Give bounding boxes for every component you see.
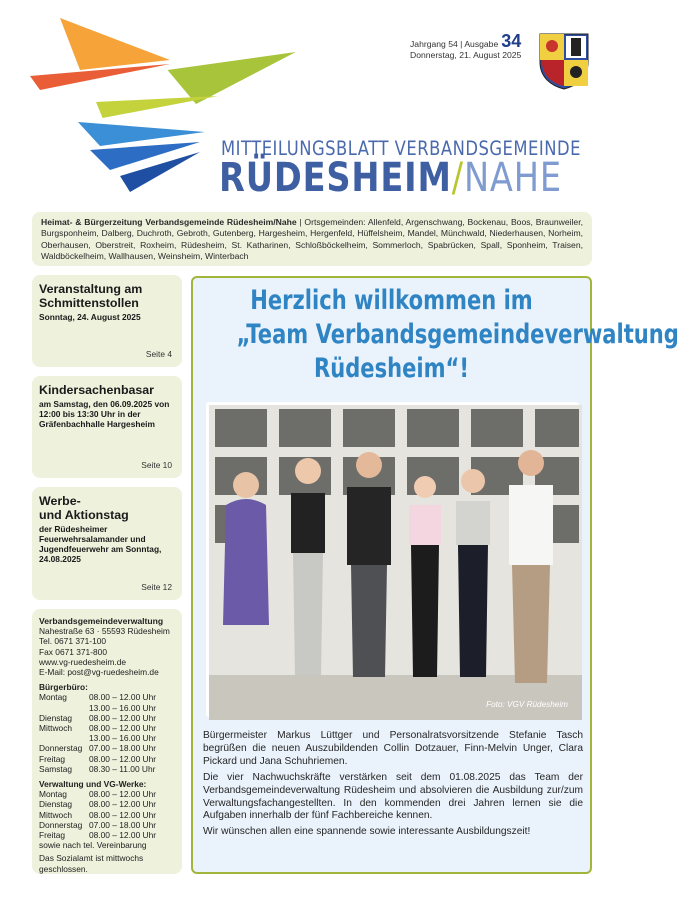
contact-tel: Tel. 0671 371-100 xyxy=(39,636,107,647)
teaser-detail: Sonntag, 24. August 2025 xyxy=(39,312,141,322)
hours-time: 13.00 – 16.00 Uhr xyxy=(89,733,157,744)
masthead-slash: / xyxy=(451,155,464,201)
hours-day: Freitag xyxy=(39,830,66,841)
social-office-note: Das Sozialamt ist mittwochs geschlossen. xyxy=(39,853,144,874)
hours-row xyxy=(39,703,175,713)
hours-day: Mittwoch xyxy=(39,723,73,734)
hours-row xyxy=(39,764,175,774)
teaser-kindersachenbasar[interactable] xyxy=(32,376,182,478)
coat-of-arms-icon xyxy=(538,32,590,90)
contact-box xyxy=(32,609,182,874)
issue-number: 34 xyxy=(501,31,522,51)
hours-time: 08.00 – 12.00 Uhr xyxy=(89,799,157,810)
hours-day: Donnerstag xyxy=(39,743,83,754)
headline-line1: Herzlich willkommen im xyxy=(250,285,533,316)
hours-day: Samstag xyxy=(39,763,73,774)
main-article xyxy=(191,276,679,874)
hours-time: 08.00 – 12.00 Uhr xyxy=(89,753,157,764)
hours-time: 08.00 – 12.00 Uhr xyxy=(89,830,157,841)
hours-row xyxy=(39,830,175,840)
teaser-page: Seite 12 xyxy=(141,582,172,592)
hours-day: Montag xyxy=(39,789,67,800)
office-hours-list xyxy=(39,692,175,774)
teaser-title-line2: und Aktionstag xyxy=(39,508,129,522)
masthead-title-part1: RÜDESHEIM xyxy=(219,155,452,201)
hours-row xyxy=(39,743,175,753)
hours-time: 08.30 – 11.00 Uhr xyxy=(89,763,156,774)
issue-volume: Jahrgang 54 | Ausgabe xyxy=(410,39,499,49)
hours-day: Montag xyxy=(39,692,67,703)
hours-day: Freitag xyxy=(39,753,66,764)
contact-fax: Fax 0671 371-800 xyxy=(39,646,107,657)
masthead-title-part2: NAHE xyxy=(463,155,562,201)
article-paragraph-2: Die vier Nachwuchskräfte verstärken seit dem 01.08.2025 das Team der Verbandsgemeindeverwaltung Rüdesheim und absolvieren die Ausbildung zur/zum Verwaltungsfachangestellten. In den kommenden drei Jahren lernen sie die Aufgaben innerhalb der fünf Fachbereiche kennen. xyxy=(203,771,583,822)
team-photo xyxy=(206,402,579,717)
hours-row xyxy=(39,810,175,820)
hours-row xyxy=(39,733,175,743)
teaser-title-line1: Werbe- xyxy=(39,494,81,508)
article-paragraph-3: Wir wünschen allen eine spannende sowie interessante Ausbildungszeit! xyxy=(203,826,531,838)
contact-heading: Verbandsgemeindeverwaltung xyxy=(39,616,164,626)
hours-day xyxy=(39,703,89,713)
teaser-title: Veranstaltung am Schmittenstollen xyxy=(39,282,143,310)
hours-time: 07.00 – 18.00 Uhr xyxy=(89,743,157,754)
towns-banner xyxy=(32,212,592,266)
headline-line2: „Team Verbandsgemeindeverwaltung xyxy=(236,319,679,350)
contact-web[interactable]: www.vg-ruedesheim.de xyxy=(39,656,127,667)
vg-logo xyxy=(30,18,220,196)
teaser-detail: der Rüdesheimer Feuerwehrsalamander und Jugendfeuerwehr am Sonntag, 24.08.2025 xyxy=(39,524,162,564)
hours-time: 08.00 – 12.00 Uhr xyxy=(89,723,157,734)
hours-row xyxy=(39,820,175,830)
towns-lead: Heimat- & Bürgerzeitung Verbandsgemeinde Rüdesheim/Nahe xyxy=(41,217,297,227)
hours-row xyxy=(39,692,175,702)
team-photo-illustration xyxy=(209,405,582,720)
hours-row xyxy=(39,754,175,764)
teaser-schmittenstollen[interactable] xyxy=(32,275,182,367)
teaser-detail: am Samstag, den 06.09.2025 von 12:00 bis 13:30 Uhr in der Gräfenbachhalle Hargesheim xyxy=(39,399,170,429)
masthead-subtitle: MITTEILUNGSBLATT VERBANDSGEMEINDE xyxy=(221,137,581,160)
hours-time: 08.00 – 12.00 Uhr xyxy=(89,789,157,800)
towns-list: | Ortsgemeinden: Allenfeld, Argenschwang, Bockenau, Boos, Braunweiler, Burgsponheim, Dalberg, Duchroth, Gebroth, Gutenberg, Hargesheim, Hergenfeld, Hüffelsheim, Mandel, Münchwald, Niederhausen, Norheim, Oberhausen, Oberstreit, Roxheim, Rüdesheim, St. Katharinen, Schloßböckelheim, Sommerloch, Spabrücken, Spall, Sponheim, Traisen, Waldböckelheim, Wallhausen, Weinsheim, Winterbach xyxy=(41,217,583,262)
hours-day: Dienstag xyxy=(39,799,73,810)
hours-time: 08.00 – 12.00 Uhr xyxy=(89,692,157,703)
hours-row xyxy=(39,789,175,799)
appointment-note: sowie nach tel. Vereinbarung xyxy=(39,840,147,851)
masthead-title xyxy=(219,155,562,201)
photo-credit: Foto: VGV Rüdesheim xyxy=(486,700,568,709)
teaser-title: Kindersachenbasar xyxy=(39,383,155,397)
teaser-page: Seite 4 xyxy=(145,349,172,359)
hours-day: Donnerstag xyxy=(39,819,83,830)
article-body xyxy=(203,730,583,842)
headline-line3: Rüdesheim“! xyxy=(313,353,469,384)
admin-heading: Verwaltung und VG-Werke: xyxy=(39,779,147,790)
teaser-page: Seite 10 xyxy=(141,460,172,470)
contact-address: Nahestraße 63 · 55593 Rüdesheim xyxy=(39,626,170,637)
hours-time: 08.00 – 12.00 Uhr xyxy=(89,809,157,820)
issue-info xyxy=(410,31,535,61)
hours-row xyxy=(39,723,175,733)
hours-time: 08.00 – 12.00 Uhr xyxy=(89,712,157,723)
hours-day: Mittwoch xyxy=(39,809,73,820)
hours-day xyxy=(39,733,89,743)
hours-day: Dienstag xyxy=(39,712,73,723)
article-paragraph-1: Bürgermeister Markus Lüttger und Personalratsvorsitzende Stefanie Tasch begrüßen die neuen Auszubildenden Collin Dotzauer, Finn-Melvin Unger, Clara Pickard und Jana Schuhriemen. xyxy=(203,730,583,767)
hours-row xyxy=(39,799,175,809)
contact-email[interactable]: E-Mail: post@vg-ruedesheim.de xyxy=(39,667,159,678)
hours-row xyxy=(39,713,175,723)
office-heading: Bürgerbüro: xyxy=(39,682,88,693)
hours-time: 13.00 – 16.00 Uhr xyxy=(89,702,157,713)
admin-hours-list xyxy=(39,789,175,840)
hours-time: 07.00 – 18.00 Uhr xyxy=(89,819,157,830)
issue-date: Donnerstag, 21. August 2025 xyxy=(410,50,522,60)
teaser-aktionstag[interactable] xyxy=(32,487,182,600)
